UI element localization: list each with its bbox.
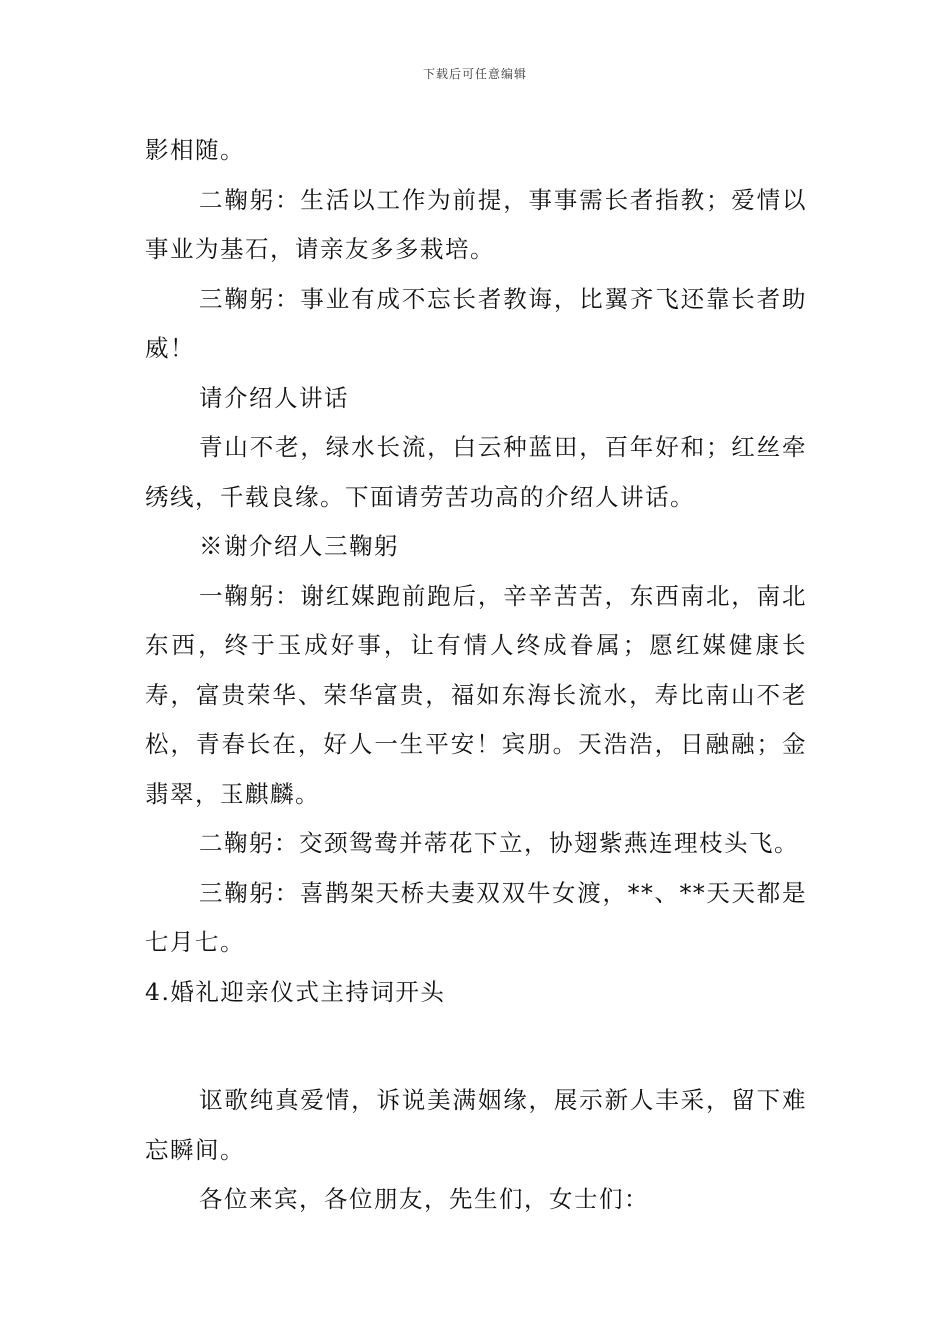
document-body [145,126,807,1225]
paragraph-introducer-intro: 青山不老，绿水长流，白云种蓝田，百年好和；红丝牵绣线，千载良缘。下面请劳苦功高的介绍人讲话。 [145,433,807,511]
section-heading: 4.婚礼迎亲仪式主持词开头 [145,977,446,1006]
paragraph-continuation: 影相随。 [145,136,245,164]
paragraph-first-bow-introducer: 一鞠躬：谢红媒跑前跑后，辛辛苦苦，东西南北，南北东西，终于玉成好事，让有情人终成眷属；愿红媒健康长寿，富贵荣华、荣华富贵，福如东海长流水，寿比南山不老松，青春长在，好人一生平安！宾朋。天浩浩，日融融；金翡翠，玉麒麟。 [145,581,807,808]
paragraph-opening: 讴歌纯真爱情，诉说美满姻缘，展示新人丰采，留下难忘瞬间。 [145,1086,807,1164]
page-header: 下载后可任意编辑 [422,67,527,81]
paragraph-second-bow-elders: 二鞠躬：生活以工作为前提，事事需长者指教；爱情以事业为基石，请亲友多多栽培。 [145,185,807,263]
section-gap [145,1017,807,1076]
paragraph-introducer-speech-heading: 请介绍人讲话 [199,383,350,412]
paragraph-second-bow-introducer: 二鞠躬：交颈鸳鸯并蒂花下立，协翅紫燕连理枝头飞。 [199,829,800,857]
paragraph-thank-introducer-heading: ※谢介绍人三鞠躬 [199,532,400,560]
paragraph-third-bow-introducer: 三鞠躬：喜鹊架天桥夫妻双双牛女渡，**、**天天都是七月七。 [145,878,807,956]
paragraph-greeting: 各位来宾，各位朋友，先生们，女士们： [199,1185,650,1213]
paragraph-third-bow-elders: 三鞠躬：事业有成不忘长者教诲，比翼齐飞还靠长者助威！ [145,284,807,362]
